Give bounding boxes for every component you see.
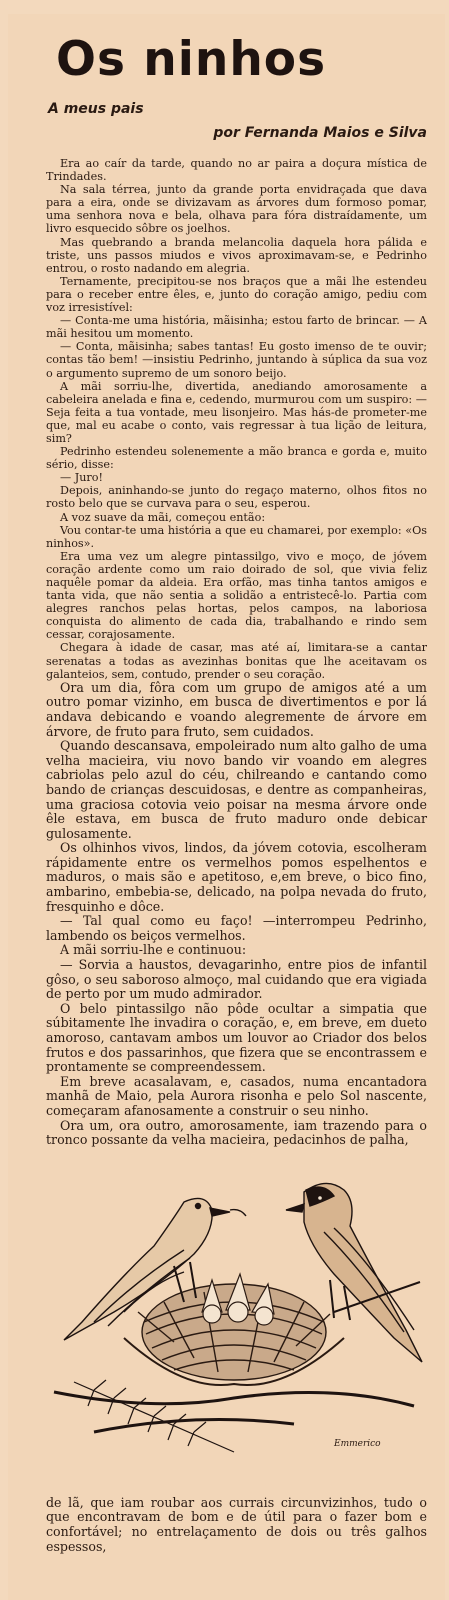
paragraph: — Tal qual como eu faço! —interrompeu Pedrinho, lambendo os beiços vermelhos. [46, 913, 427, 943]
fern-leaf-icon [74, 1380, 234, 1452]
story-body-upper [46, 157, 427, 681]
birds-nest-illustration [34, 1162, 426, 1462]
story-continuation [46, 1496, 427, 1554]
paragraph: Chegara à idade de casar, mas até aí, limitara-se a cantar serenatas a todas as avezinhas bonitas que lhe aceitavam os galanteios, sem, contudo, prender o seu coração. [46, 641, 427, 681]
paragraph: — Sorvia a haustos, devagarinho, entre pios de infantil gôso, o seu saboroso almoço, mal cuidando que era vigiada de perto por um mudo admirador. [46, 957, 427, 1002]
paragraph: Em breve acasalavam, e, casados, numa encantadora manhã de Maio, pela Aurora risonha e pelo Sol nascente, começaram afanosamente a construir o seu ninho. [46, 1073, 427, 1118]
paragraph: de lã, que iam roubar aos currais circunvizinhos, tudo o que encontravam de bom e de útil para o fazer bom e confortável; no entrelaçamento de dois ou três galhos espessos, [46, 1494, 427, 1554]
article-headline: Os ninhos [56, 32, 327, 87]
paragraph: Ora um, ora outro, amorosamente, iam trazendo para o tronco possante da velha macieira, pedacinhos de palha, [46, 1117, 427, 1148]
paragraph: A mãi sorriu-lhe e continuou: [60, 942, 247, 958]
paragraph: Era ao caír da tarde, quando no ar paira a doçura mística de Trindades. [46, 157, 427, 184]
illustrator-signature: Emmerico [334, 1438, 381, 1449]
paragraph: Vou contar-te uma história a que eu chamarei, por exemplo: «Os ninhos». [46, 523, 427, 550]
paragraph: — Conta-me uma história, mãisinha; estou farto de brincar. — A mãi hesitou um momento. [46, 314, 427, 341]
story-body-lower [46, 681, 427, 1148]
paragraph: Na sala térrea, junto da grande porta envidraçada que dava para a eira, onde se divizavam as árvores dum formoso pomar, uma senhora nova e bela, olhava para fóra distraídamente, um livro esquecido sôbre os joelhos. [46, 183, 427, 236]
newspaper-clipping [8, 14, 445, 1600]
paragraph: — Conta, mãisinha; sabes tantas! Eu gosto imenso de te ouvir; contas tão bem! —insistiu Pedrinho, juntando à súplica da sua voz o argumento supremo de um sonoro beijo. [46, 340, 427, 380]
paragraph: A mãi sorriu-lhe, divertida, anediando amorosamente a cabeleira anelada e fina e, cedendo, murmurou com um suspiro: — Seja feita a tua vontade, meu lisonjeiro. Mas hás-de prometer-me que, mal eu acabe o conto, vais regressar à tua lição de leitura, sim? [46, 379, 427, 445]
paragraph: Mas quebrando a branda melancolia daquela hora pálida e triste, uns passos miudos e vivos aproximavam-se, e Pedrinho entrou, o rosto nadando em alegria. [46, 235, 427, 275]
article-dedication: A meus pais [48, 101, 144, 117]
paragraph: Quando descansava, empoleirado num alto galho de uma velha macieira, viu novo bando vir voando em alegres cabriolas pelo azul do céu, chilreando e cantando como bando de crianças descuidosas, e dentre as companheiras, uma graciosa cotovia veio poisar na mesma árvore onde êle estava, em busca de fruto maduro onde debicar gulosamente. [46, 738, 427, 841]
paragraph: Os olhinhos vivos, lindos, da jóvem cotovia, escolheram rápidamente entre os vermelhos pomos espelhentos e maduros, o mais são e apetitoso, e,em breve, o bico fino, ambarino, embebia-se, delicado, na polpa nevada do fruto, fresquinho e dôce. [46, 840, 427, 914]
paragraph: Ora um dia, fôra com um grupo de amigos até a um outro pomar vizinho, em busca de divertimentos e por lá andava debicando e voando alegremente de árvore em árvore, de fruto para fruto, sem cuidados. [46, 679, 427, 739]
paragraph: Pedrinho estendeu solenemente a mão branca e gorda e, muito sério, disse: [46, 445, 427, 472]
chicks-icon [202, 1274, 274, 1325]
paragraph: Era uma vez um alegre pintassilgo, vivo e moço, de jóvem coração ardente como um raio doirado de sol, que vivia feliz naquêle pomar da aldeia. Era orfão, mas tinha tantos amigos e tanta vida, que não sentia a solidão a entristecê-lo. Partia com alegres ranchos pelas hortas, pelos campos, na laboriosa conquista do alimento de cada dia, trabalhando e rindo sem cessar, corajosamente. [46, 549, 427, 642]
paragraph: Depois, aninhando-se junto do regaço materno, olhos fitos no rosto belo que se curvava para o seu, esperou. [46, 484, 427, 511]
paragraph: Ternamente, precipitou-se nos braços que a mãi lhe estendeu para o receber entre êles, e, junto do coração amigo, pediu com voz irresistível: [46, 274, 427, 315]
paragraph: — Juro! [60, 471, 104, 485]
paragraph: A voz suave da mãi, começou então: [60, 510, 266, 524]
paragraph: O belo pintassilgo não pôde ocultar a simpatia que súbitamente lhe invadira o coração, e, em breve, em dueto amoroso, cantavam ambos um louvor ao Criador dos belos frutos e dos passarinhos, que fizera que se encontrassem e prontamente se compreendessem. [46, 1000, 427, 1075]
article-byline: por Fernanda Maios e Silva [213, 125, 427, 141]
